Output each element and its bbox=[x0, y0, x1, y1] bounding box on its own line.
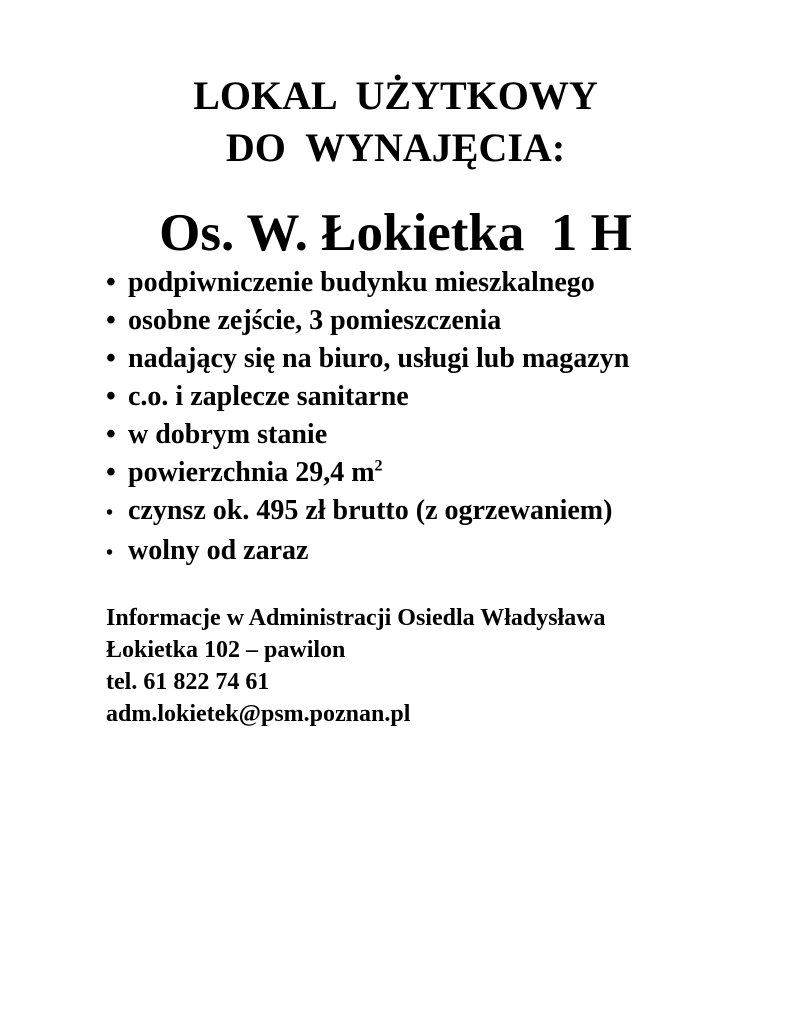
bullet-icon: • bbox=[106, 267, 116, 298]
contact-email: adm.lokietek@psm.poznan.pl bbox=[106, 701, 411, 727]
bullet-icon: • bbox=[106, 305, 116, 336]
list-item bbox=[106, 340, 629, 378]
feature-text: w dobrym stanie bbox=[128, 419, 328, 450]
contact-phone: tel. 61 822 74 61 bbox=[106, 669, 270, 695]
list-item bbox=[106, 378, 629, 416]
contact-line-2: Łokietka 102 – pawilon bbox=[106, 637, 346, 663]
contact-line-1: Informacje w Administracji Osiedla Władysława bbox=[106, 605, 606, 631]
features-list bbox=[106, 264, 629, 572]
list-item bbox=[106, 416, 629, 454]
list-item bbox=[106, 454, 629, 492]
feature-text: osobne zejście, 3 pomieszczenia bbox=[128, 305, 502, 336]
heading-line-1: LOKAL UŻYTKOWY bbox=[193, 73, 598, 118]
bullet-icon: • bbox=[106, 502, 114, 524]
address-title: Os. W. Łokietka 1 H bbox=[159, 204, 632, 262]
contact-block bbox=[106, 602, 606, 730]
bullet-icon: • bbox=[106, 343, 116, 374]
feature-text: wolny od zaraz bbox=[128, 535, 309, 566]
list-item bbox=[106, 264, 629, 302]
heading-line-2: DO WYNAJĘCIA: bbox=[225, 125, 566, 170]
superscript-2: 2 bbox=[374, 457, 383, 475]
feature-text: nadający się na biuro, usługi lub magazyn bbox=[128, 343, 630, 374]
bullet-icon: • bbox=[106, 457, 116, 488]
bullet-icon: • bbox=[106, 419, 116, 450]
bullet-icon: • bbox=[106, 542, 114, 564]
list-item bbox=[106, 302, 629, 340]
feature-text: czynsz ok. 495 zł brutto (z ogrzewaniem) bbox=[128, 495, 613, 526]
list-item bbox=[106, 532, 629, 572]
list-item bbox=[106, 492, 629, 532]
bullet-icon: • bbox=[106, 381, 116, 412]
feature-text: powierzchnia 29,4 m bbox=[128, 457, 375, 488]
feature-text: podpiwniczenie budynku mieszkalnego bbox=[128, 267, 595, 298]
feature-text: c.o. i zaplecze sanitarne bbox=[128, 381, 409, 412]
